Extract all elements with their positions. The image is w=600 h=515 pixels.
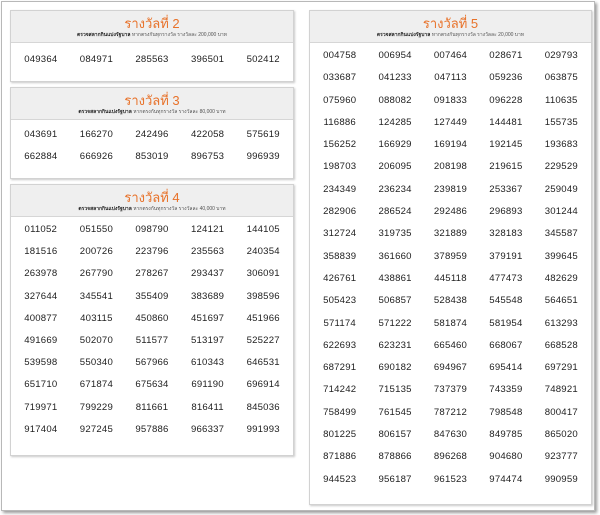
lottery-number: 571174 bbox=[323, 317, 356, 329]
lottery-number: 961523 bbox=[433, 473, 468, 485]
lottery-number: 345587 bbox=[544, 228, 578, 240]
lottery-number: 853019 bbox=[135, 151, 169, 162]
lottery-number: 694967 bbox=[433, 362, 468, 374]
lottery-number: 571222 bbox=[378, 317, 412, 329]
lottery-number: 528438 bbox=[433, 295, 468, 307]
lottery-number: 798548 bbox=[489, 406, 523, 418]
lottery-number: 088082 bbox=[378, 94, 412, 106]
lottery-number: 293437 bbox=[190, 268, 225, 280]
lottery-number: 193683 bbox=[544, 139, 578, 151]
lottery-number: 239819 bbox=[433, 183, 468, 195]
lottery-number: 691190 bbox=[191, 379, 224, 391]
lottery-number: 451697 bbox=[190, 312, 225, 324]
lottery-number: 651710 bbox=[24, 379, 58, 391]
lottery-number: 345541 bbox=[79, 290, 113, 302]
lottery-number: 219615 bbox=[489, 161, 523, 173]
lottery-number: 564651 bbox=[544, 295, 578, 307]
lottery-number: 144481 bbox=[489, 116, 523, 128]
lottery-number: 028671 bbox=[489, 50, 523, 61]
lottery-number: 966337 bbox=[190, 423, 225, 435]
prize-4-subtitle-rest: หากตรงกันทุกรางวัล รางวัลละ 40,000 บาท bbox=[133, 206, 226, 212]
prize-5-subtitle bbox=[310, 32, 591, 42]
lottery-number: 787212 bbox=[433, 406, 468, 418]
lottery-number: 695414 bbox=[489, 362, 523, 374]
lottery-number: 613293 bbox=[544, 317, 578, 329]
prize-5-header bbox=[310, 11, 591, 43]
lottery-number: 719971 bbox=[24, 401, 58, 413]
lottery-number: 816411 bbox=[191, 401, 224, 413]
lottery-number: 511577 bbox=[135, 335, 169, 347]
lottery-number: 581874 bbox=[433, 317, 468, 329]
lottery-number: 927245 bbox=[79, 423, 113, 435]
lottery-number: 849785 bbox=[489, 429, 523, 441]
lottery-number: 996939 bbox=[246, 151, 280, 162]
lottery-number: 799229 bbox=[79, 401, 113, 413]
lottery-number: 399645 bbox=[544, 250, 578, 262]
lottery-number: 400877 bbox=[24, 312, 58, 324]
lottery-number: 974474 bbox=[489, 473, 523, 485]
lottery-number: 502070 bbox=[79, 335, 113, 347]
lottery-number: 379191 bbox=[489, 250, 523, 262]
lottery-number: 285563 bbox=[135, 54, 169, 65]
lottery-number: 166270 bbox=[79, 129, 113, 140]
lottery-number: 321889 bbox=[433, 228, 468, 240]
lottery-number: 923777 bbox=[544, 451, 578, 463]
lottery-number: 491669 bbox=[24, 335, 58, 347]
lottery-number: 166929 bbox=[378, 139, 412, 151]
lottery-number: 806157 bbox=[378, 429, 412, 441]
lottery-number: 847630 bbox=[433, 429, 468, 441]
lottery-number: 845036 bbox=[246, 401, 280, 413]
lottery-number: 666926 bbox=[79, 151, 113, 162]
lottery-number: 091833 bbox=[433, 94, 468, 106]
lottery-number: 671874 bbox=[79, 379, 113, 391]
lottery-number: 267790 bbox=[79, 268, 113, 280]
prize-4-header bbox=[11, 185, 293, 217]
lottery-number: 668067 bbox=[489, 339, 523, 351]
lottery-number: 084971 bbox=[79, 54, 113, 65]
prize-2-subtitle-rest: หากตรงกันทุกรางวัล รางวัลละ 200,000 บาท bbox=[131, 32, 227, 38]
prize-5-title: รางวัลที่ 5 bbox=[422, 16, 479, 31]
prize-2-header bbox=[11, 11, 293, 43]
lottery-number: 234349 bbox=[323, 183, 357, 195]
lottery-number: 761545 bbox=[378, 406, 412, 418]
prize-2-panel bbox=[10, 10, 294, 82]
lottery-number: 675634 bbox=[135, 379, 169, 391]
lottery-number: 004758 bbox=[323, 50, 357, 61]
lottery-number: 059236 bbox=[489, 72, 523, 84]
lottery-number: 355409 bbox=[135, 290, 169, 302]
prize-3-subtitle bbox=[11, 109, 293, 119]
lottery-number: 282906 bbox=[323, 206, 357, 218]
lottery-number: 075960 bbox=[323, 94, 357, 106]
prize-2-subtitle bbox=[11, 32, 293, 42]
lottery-number: 513197 bbox=[190, 335, 225, 347]
lottery-number: 662884 bbox=[24, 151, 58, 162]
lottery-number: 991993 bbox=[246, 423, 280, 435]
lottery-number: 312724 bbox=[323, 228, 357, 240]
lottery-number: 206095 bbox=[378, 161, 412, 173]
lottery-number: 156252 bbox=[323, 139, 357, 151]
lottery-number: 259049 bbox=[544, 183, 578, 195]
lottery-number: 525227 bbox=[246, 335, 280, 347]
lottery-number: 451966 bbox=[246, 312, 280, 324]
lottery-number: 292486 bbox=[433, 206, 468, 218]
lottery-number: 904680 bbox=[489, 451, 523, 463]
lottery-number: 127449 bbox=[433, 116, 468, 128]
prize-3-title: รางวัลที่ 3 bbox=[124, 93, 180, 108]
lottery-number: 047113 bbox=[434, 72, 467, 84]
lottery-number: 006954 bbox=[378, 50, 412, 61]
lottery-number: 236234 bbox=[378, 183, 412, 195]
lottery-number: 278267 bbox=[135, 268, 169, 280]
lottery-number: 545548 bbox=[489, 295, 523, 307]
lottery-number: 223796 bbox=[135, 246, 169, 258]
lottery-number: 665460 bbox=[433, 339, 468, 351]
lottery-number: 482629 bbox=[544, 272, 578, 284]
lottery-number: 956187 bbox=[378, 473, 412, 485]
prize-2-subtitle-bold: ตรวจสลากกินแบ่งรัฐบาล bbox=[77, 32, 131, 38]
lottery-number: 033687 bbox=[323, 72, 357, 84]
lottery-number: 426761 bbox=[323, 272, 357, 284]
lottery-number: 301244 bbox=[544, 206, 578, 218]
lottery-number: 550340 bbox=[79, 357, 113, 369]
lottery-number: 096228 bbox=[489, 94, 523, 106]
lottery-number: 811661 bbox=[135, 401, 169, 413]
lottery-number: 286524 bbox=[378, 206, 412, 218]
prize-5-subtitle-bold: ตรวจสลากกินแบ่งรัฐบาล bbox=[376, 32, 431, 38]
lottery-number: 696914 bbox=[246, 379, 280, 391]
lottery-number: 116886 bbox=[323, 116, 356, 128]
lottery-number: 403115 bbox=[80, 312, 113, 324]
lottery-number: 043691 bbox=[24, 129, 58, 140]
lottery-number: 610343 bbox=[190, 357, 225, 369]
lottery-number: 878866 bbox=[378, 451, 412, 463]
lottery-number: 575619 bbox=[246, 129, 280, 140]
results-frame bbox=[1, 1, 595, 511]
lottery-number: 007464 bbox=[433, 50, 468, 61]
lottery-number: 063875 bbox=[544, 72, 578, 84]
lottery-number: 396501 bbox=[190, 54, 225, 65]
lottery-number: 229529 bbox=[544, 161, 578, 173]
prize-4-numbers bbox=[11, 217, 293, 441]
prize-5-panel bbox=[309, 10, 592, 505]
lottery-number: 445118 bbox=[434, 272, 467, 284]
lottery-number: 110635 bbox=[545, 94, 578, 106]
prize-4-title: รางวัลที่ 4 bbox=[124, 190, 180, 205]
lottery-number: 714242 bbox=[323, 384, 357, 396]
lottery-number: 398596 bbox=[246, 290, 280, 302]
lottery-number: 623231 bbox=[378, 339, 412, 351]
lottery-number: 208198 bbox=[433, 161, 468, 173]
lottery-number: 800417 bbox=[544, 406, 578, 418]
lottery-number: 743359 bbox=[489, 384, 523, 396]
prize-3-panel bbox=[10, 87, 294, 179]
prize-5-subtitle-rest: หากตรงกันทุกรางวัล รางวัลละ 20,000 บาท bbox=[431, 32, 525, 38]
lottery-number: 049364 bbox=[24, 54, 58, 65]
lottery-number: 990959 bbox=[544, 473, 578, 485]
lottery-number: 378959 bbox=[433, 250, 468, 262]
lottery-number: 155735 bbox=[544, 116, 578, 128]
lottery-number: 361660 bbox=[378, 250, 412, 262]
lottery-number: 263978 bbox=[24, 268, 58, 280]
lottery-number: 319735 bbox=[378, 228, 412, 240]
lottery-number: 192145 bbox=[489, 139, 523, 151]
lottery-number: 896753 bbox=[190, 151, 225, 162]
lottery-number: 690182 bbox=[378, 362, 412, 374]
lottery-number: 328183 bbox=[489, 228, 523, 240]
lottery-number: 438861 bbox=[378, 272, 412, 284]
lottery-number: 896268 bbox=[433, 451, 468, 463]
prize-3-header bbox=[11, 88, 293, 120]
lottery-number: 240354 bbox=[246, 246, 280, 258]
lottery-number: 957886 bbox=[135, 423, 169, 435]
lottery-number: 917404 bbox=[24, 423, 58, 435]
lottery-number: 296893 bbox=[489, 206, 523, 218]
lottery-number: 502412 bbox=[246, 54, 280, 65]
lottery-number: 098790 bbox=[135, 224, 169, 235]
lottery-number: 200726 bbox=[79, 246, 113, 258]
lottery-number: 041233 bbox=[378, 72, 412, 84]
lottery-number: 687291 bbox=[323, 362, 357, 374]
prize-5-numbers bbox=[310, 43, 591, 491]
prize-3-subtitle-rest: หากตรงกันทุกรางวัล รางวัลละ 80,000 บาท bbox=[133, 109, 226, 115]
lottery-number: 011052 bbox=[24, 224, 58, 235]
lottery-number: 124121 bbox=[190, 224, 225, 235]
lottery-number: 505423 bbox=[323, 295, 357, 307]
lottery-number: 029793 bbox=[544, 50, 578, 61]
prize-4-subtitle-bold: ตรวจสลากกินแบ่งรัฐบาล bbox=[78, 206, 132, 212]
prize-2-title: รางวัลที่ 2 bbox=[124, 16, 180, 31]
lottery-number: 169194 bbox=[433, 139, 468, 151]
lottery-number: 506857 bbox=[378, 295, 412, 307]
lottery-number: 801225 bbox=[323, 429, 357, 441]
lottery-number: 306091 bbox=[246, 268, 280, 280]
lottery-number: 567966 bbox=[135, 357, 169, 369]
lottery-number: 242496 bbox=[135, 129, 169, 140]
lottery-number: 327644 bbox=[24, 290, 58, 302]
lottery-number: 622693 bbox=[323, 339, 357, 351]
lottery-number: 253367 bbox=[489, 183, 523, 195]
prize-3-subtitle-bold: ตรวจสลากกินแบ่งรัฐบาล bbox=[78, 109, 132, 115]
lottery-number: 144105 bbox=[246, 224, 280, 235]
lottery-number: 358839 bbox=[323, 250, 357, 262]
lottery-number: 668528 bbox=[544, 339, 578, 351]
lottery-number: 539598 bbox=[24, 357, 58, 369]
lottery-number: 181516 bbox=[24, 246, 58, 258]
lottery-number: 748921 bbox=[544, 384, 578, 396]
lottery-number: 383689 bbox=[190, 290, 225, 302]
lottery-number: 697291 bbox=[544, 362, 578, 374]
lottery-number: 865020 bbox=[544, 429, 578, 441]
lottery-number: 124285 bbox=[378, 116, 412, 128]
lottery-number: 646531 bbox=[246, 357, 280, 369]
lottery-number: 758499 bbox=[323, 406, 357, 418]
prize-4-panel bbox=[10, 184, 294, 456]
lottery-number: 450860 bbox=[135, 312, 169, 324]
lottery-number: 198703 bbox=[323, 161, 357, 173]
prize-4-subtitle bbox=[11, 206, 293, 216]
prize-2-numbers bbox=[11, 43, 293, 70]
lottery-number: 477473 bbox=[489, 272, 523, 284]
lottery-number: 581954 bbox=[489, 317, 523, 329]
lottery-number: 715135 bbox=[378, 384, 412, 396]
lottery-number: 235563 bbox=[190, 246, 225, 258]
prize-3-numbers bbox=[11, 120, 293, 168]
lottery-number: 871886 bbox=[323, 451, 357, 463]
lottery-number: 051550 bbox=[79, 224, 113, 235]
lottery-number: 944523 bbox=[323, 473, 357, 485]
lottery-number: 737379 bbox=[433, 384, 468, 396]
lottery-number: 422058 bbox=[190, 129, 225, 140]
